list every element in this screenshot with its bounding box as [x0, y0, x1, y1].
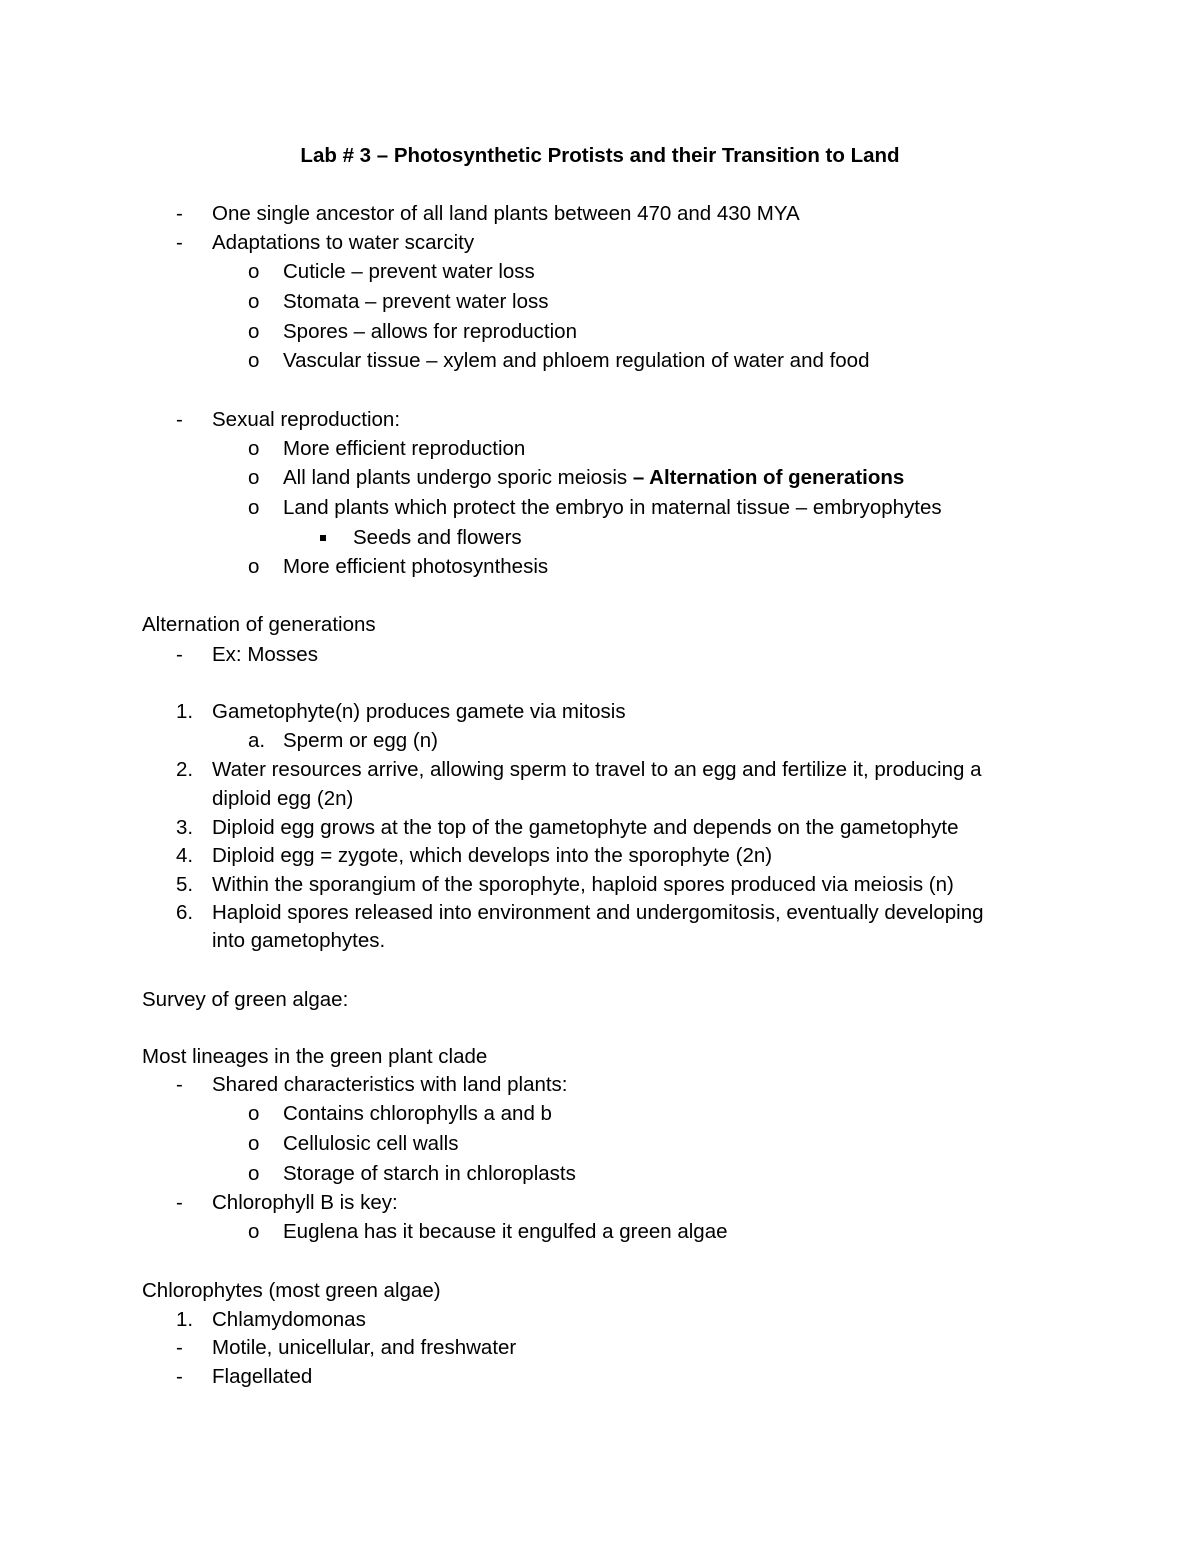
numbered-item-text: Gametophyte(n) produces gamete via mitosis [212, 700, 626, 723]
sub-list-item-text: Euglena has it because it engulfed a green algae [283, 1220, 728, 1243]
list-item-text: Flagellated [212, 1365, 313, 1388]
circle-marker: o [248, 466, 260, 489]
item-number: 3. [176, 816, 194, 839]
item-letter: a. [248, 729, 266, 752]
sub-list-item-text: Cuticle – prevent water loss [283, 260, 535, 283]
list-item-text: Shared characteristics with land plants: [212, 1073, 568, 1096]
list-item-text: Sexual reproduction: [212, 408, 401, 431]
sub-list-item-text: Storage of starch in chloroplasts [283, 1162, 576, 1185]
sub-list-item-text-regular: All land plants undergo sporic meiosis [283, 466, 633, 489]
list-item-text: Motile, unicellular, and freshwater [212, 1336, 517, 1359]
circle-marker: o [248, 555, 260, 578]
dash-marker: - [176, 1336, 183, 1359]
section-heading-text: Most lineages in the green plant clade [142, 1045, 488, 1068]
lettered-item-text: Sperm or egg (n) [283, 729, 438, 752]
dash-marker: - [176, 231, 183, 254]
circle-marker: o [248, 496, 260, 519]
square-bullet-icon [320, 535, 326, 541]
numbered-item-text: into gametophytes. [212, 929, 386, 952]
dash-marker: - [176, 1191, 183, 1214]
sub-list-item-text: Contains chlorophylls a and b [283, 1102, 552, 1125]
item-number: 5. [176, 873, 194, 896]
sub-list-item-text: More efficient photosynthesis [283, 555, 549, 578]
document-title: Lab # 3 – Photosynthetic Protists and their Transition to Land [300, 144, 900, 167]
numbered-item-text: diploid egg (2n) [212, 787, 354, 810]
list-item-text: Chlorophyll B is key: [212, 1191, 398, 1214]
numbered-item-text: Water resources arrive, allowing sperm to travel to an egg and fertilize it, producing a [212, 758, 982, 781]
sub-list-item-text-bold: – Alternation of generations [632, 466, 905, 489]
numbered-item-text: Diploid egg = zygote, which develops into the sporophyte (2n) [212, 844, 773, 867]
dash-marker: - [176, 643, 183, 666]
numbered-item-text: Within the sporangium of the sporophyte, haploid spores produced via meiosis (n) [212, 873, 954, 896]
sub-sub-list-item-text: Seeds and flowers [353, 526, 522, 549]
sub-list-item-text: Spores – allows for reproduction [283, 320, 577, 343]
sub-list-item-text: More efficient reproduction [283, 437, 526, 460]
item-number: 4. [176, 844, 194, 867]
section-heading-text: Survey of green algae: [142, 988, 349, 1011]
dash-marker: - [176, 408, 183, 431]
circle-marker: o [248, 437, 260, 460]
list-item-text: One single ancestor of all land plants between 470 and 430 MYA [212, 202, 800, 225]
item-number: 2. [176, 758, 194, 781]
numbered-item-text: Chlamydomonas [212, 1308, 366, 1331]
circle-marker: o [248, 1102, 260, 1125]
circle-marker: o [248, 1162, 260, 1185]
circle-marker: o [248, 349, 260, 372]
dash-marker: - [176, 1365, 183, 1388]
sub-list-item-text [283, 468, 904, 489]
sub-list-item-text: Stomata – prevent water loss [283, 290, 549, 313]
dash-marker: - [176, 202, 183, 225]
section-heading-text: Alternation of generations [142, 613, 376, 636]
circle-marker: o [248, 1220, 260, 1243]
section-heading-text: Chlorophytes (most green algae) [142, 1279, 441, 1302]
circle-marker: o [248, 290, 260, 313]
item-number: 1. [176, 1308, 194, 1331]
circle-marker: o [248, 1132, 260, 1155]
list-item-text: Ex: Mosses [212, 643, 318, 666]
item-number: 6. [176, 901, 194, 924]
circle-marker: o [248, 320, 260, 343]
sub-list-item-text: Cellulosic cell walls [283, 1132, 459, 1155]
list-item-text: Adaptations to water scarcity [212, 231, 475, 254]
numbered-item-text: Diploid egg grows at the top of the gametophyte and depends on the gametophyte [212, 816, 959, 839]
item-number: 1. [176, 700, 194, 723]
dash-marker: - [176, 1073, 183, 1096]
circle-marker: o [248, 260, 260, 283]
numbered-item-text: Haploid spores released into environment and undergomitosis, eventually developing [212, 901, 984, 924]
sub-list-item-text: Vascular tissue – xylem and phloem regulation of water and food [283, 349, 870, 372]
sub-list-item-text: Land plants which protect the embryo in maternal tissue – embryophytes [283, 496, 942, 519]
